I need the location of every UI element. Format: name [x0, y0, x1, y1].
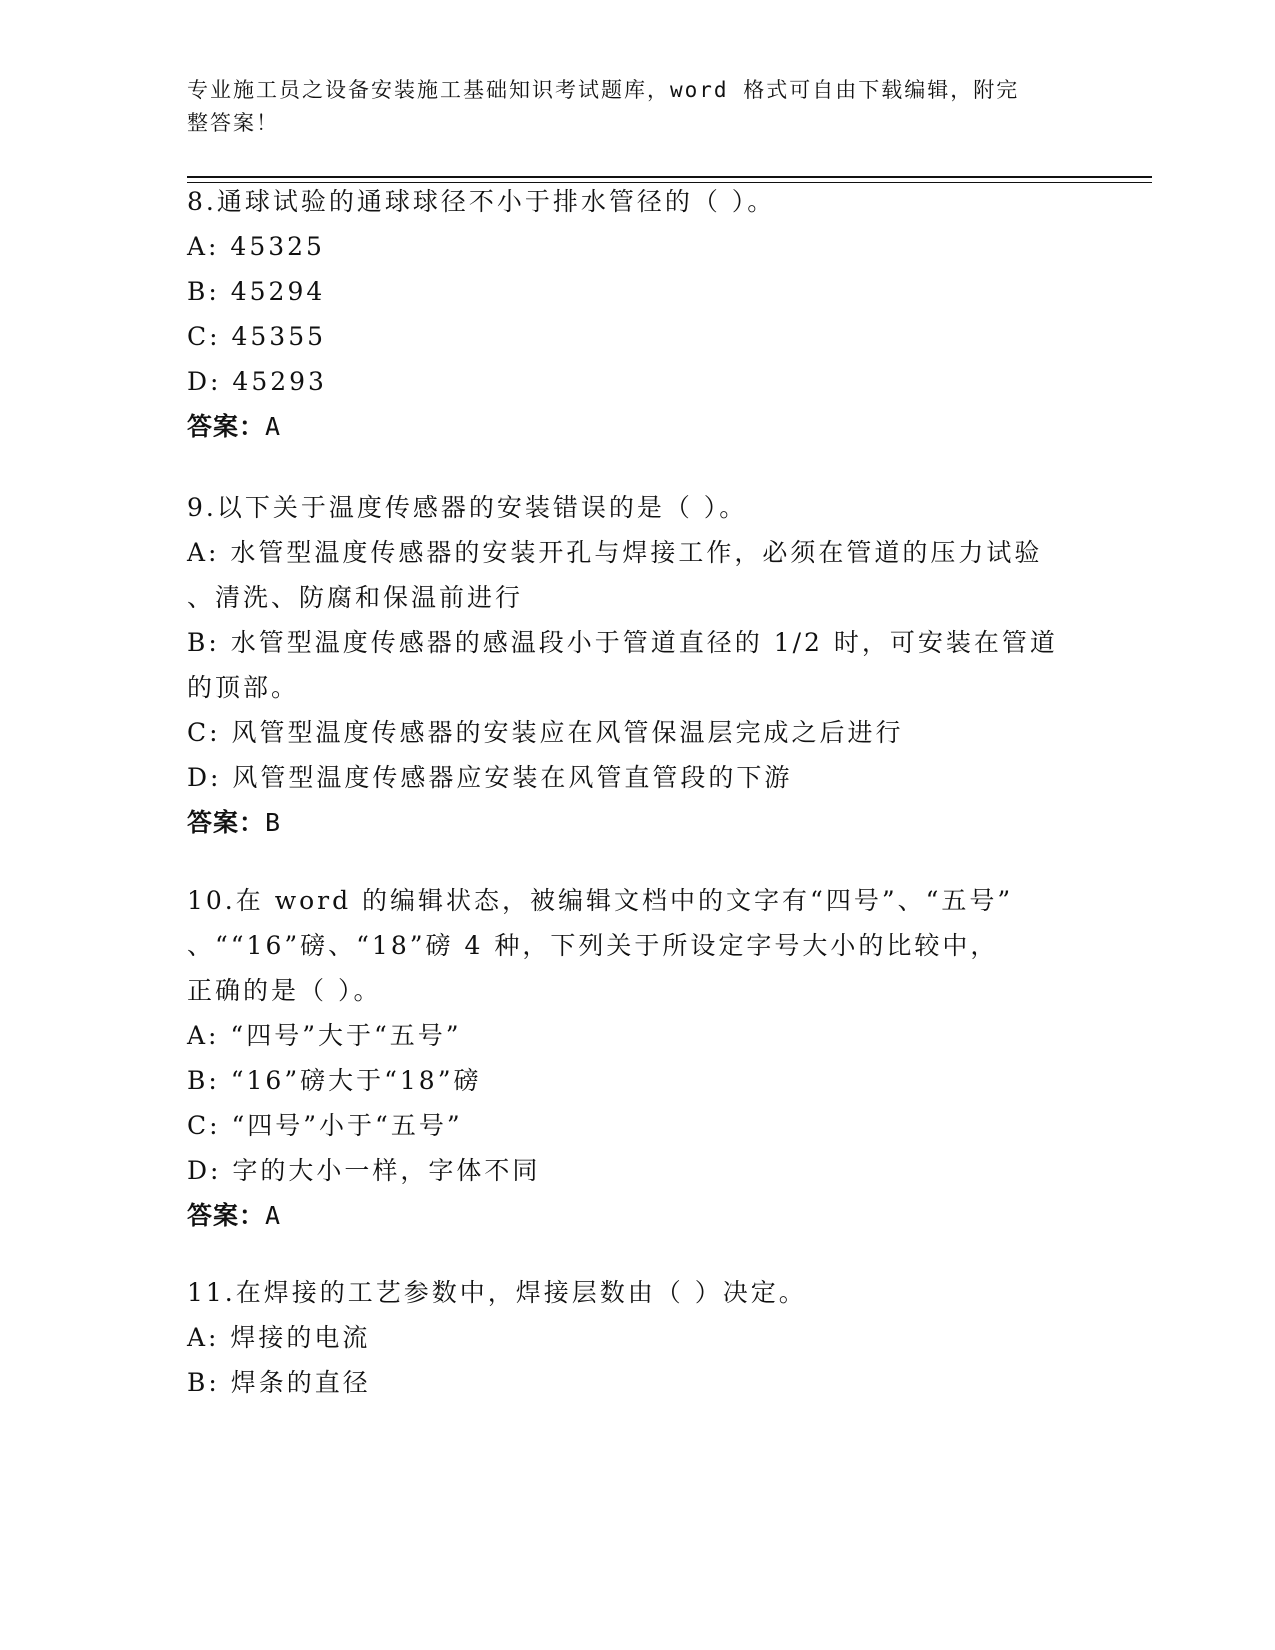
option-d: D: 风管型温度传感器应安装在风管直管段的下游	[187, 763, 793, 792]
answer-line	[187, 800, 1087, 845]
question-block	[187, 179, 1087, 449]
answer-value: A	[265, 412, 282, 441]
option-a: A: 45325	[187, 232, 325, 261]
question-stem-continued: 正确的是（ ）。	[187, 976, 382, 1005]
question-block	[187, 1270, 1087, 1405]
option-c: C: 风管型温度传感器的安装应在风管保温层完成之后进行	[187, 718, 904, 747]
answer-label: 答案：	[187, 808, 266, 837]
question-stem-continued: 、““16”磅、“18”磅 4 种，下列关于所设定字号大小的比较中，	[187, 931, 999, 960]
option-b-continued: 的顶部。	[187, 673, 300, 702]
option-c: C: “四号”小于“五号”	[187, 1111, 463, 1140]
document-header	[187, 74, 1067, 140]
option-b: B: 焊条的直径	[187, 1368, 371, 1397]
question-stem: 11.在焊接的工艺参数中，焊接层数由（ ）决定。	[187, 1278, 807, 1307]
option-c: C: 45355	[187, 322, 327, 351]
option-a: A: 水管型温度传感器的安装开孔与焊接工作，必须在管道的压力试验	[187, 538, 1043, 567]
option-d: D: 45293	[187, 367, 327, 396]
answer-value: B	[265, 808, 282, 837]
option-b: B: 45294	[187, 277, 326, 306]
question-stem: 10.在 word 的编辑状态，被编辑文档中的文字有“四号”、“五号”	[187, 886, 1014, 915]
answer-line	[187, 404, 1087, 449]
question-block	[187, 485, 1087, 845]
answer-line	[187, 1193, 1087, 1238]
option-b: B: 水管型温度传感器的感温段小于管道直径的 1/2 时，可安装在管道	[187, 628, 1058, 657]
answer-label: 答案：	[187, 1201, 266, 1230]
option-b: B: “16”磅大于“18”磅	[187, 1066, 482, 1095]
question-stem: 8.通球试验的通球球径不小于排水管径的（ ）。	[187, 187, 776, 216]
answer-value: A	[265, 1201, 282, 1230]
question-block	[187, 878, 1087, 1238]
header-line: 专业施工员之设备安装施工基础知识考试题库，word 格式可自由下载编辑，附完	[187, 78, 1020, 102]
option-d: D: 字的大小一样，字体不同	[187, 1156, 541, 1185]
option-a: A: “四号”大于“五号”	[187, 1021, 462, 1050]
option-a: A: 焊接的电流	[187, 1323, 371, 1352]
option-a-continued: 、清洗、防腐和保温前进行	[187, 583, 524, 612]
header-line: 整答案！	[187, 111, 279, 135]
answer-label: 答案：	[187, 412, 266, 441]
question-stem: 9.以下关于温度传感器的安装错误的是（ ）。	[187, 493, 748, 522]
header-divider	[187, 176, 1152, 178]
